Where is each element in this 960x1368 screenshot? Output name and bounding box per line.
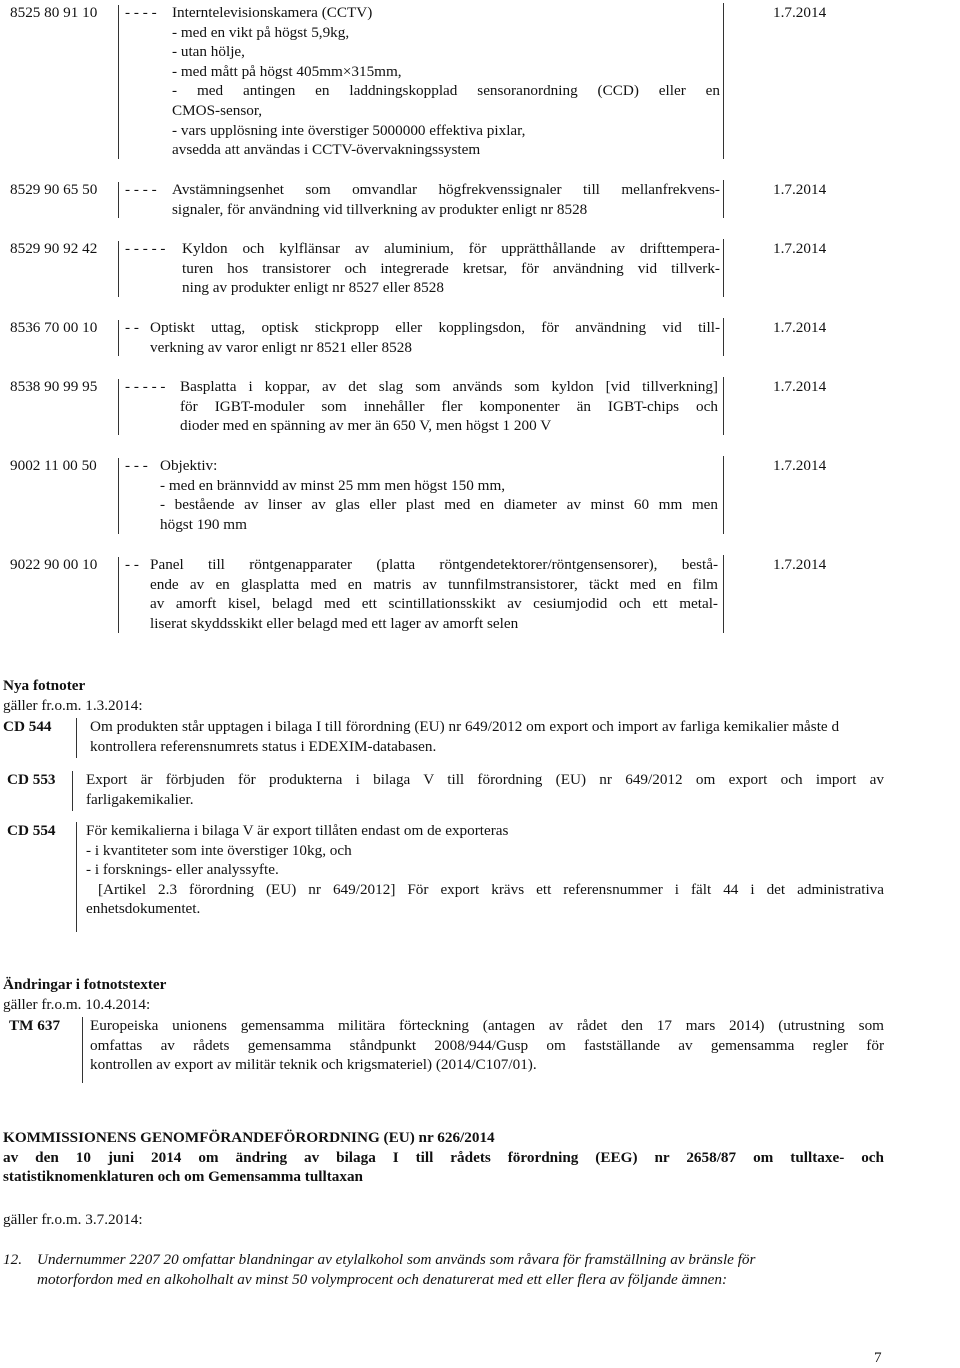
divider [118,182,119,218]
divider [723,180,724,218]
goods-description: Basplatta i koppar, av det slag som används som kyldon [vid tillverkning] för IGBT-moduler som innehåller fler komponenter än IGBT-chips och dioder med en spänning av mer än 650 V, men högst 1 200 V [180,378,718,435]
footnote-text: För kemikalierna i bilaga V är export tillåten endast om de exporteras - i kvantiteter som inte överstiger 10kg, och - i forsknings- eller analyssyfte. [Artikel 2.3 förordning (EU) nr 649/2012] För export krävs ett referensnummer i fält 44 i det administrativa enhetsdokumentet. [86,822,884,918]
footnote-text: Europeiska unionens gemensamma militära förteckning (antagen av rådet den 17 mars 2014) (utrustning som omfattas av rådets gemensamma ståndpunkt 2008/944/Gusp om fastställande av gemensamma regler för kontrollen av export av militär teknik och krigsmateriel) (2014/C107/01). [90,1017,884,1074]
valid-date: 1.7.2014 [773,319,827,336]
tariff-code: 8529 90 92 42 [10,240,98,257]
divider [76,718,77,758]
tariff-code: 9002 11 00 50 [10,457,97,474]
tariff-code: 9022 90 00 10 [10,556,98,573]
divider [118,379,119,435]
note-text: Undernummer 2207 20 omfattar blandningar av etylalkohol som används som råvara för framställning av bränsle för motorfordon med en alkoholhalt av minst 50 volymprocent och denaturerat med ett eller flera av följande ämnen: [37,1251,756,1288]
divider [118,241,119,297]
new-footnotes-heading: Nya fotnoter [3,677,86,694]
divider [118,458,119,534]
valid-date: 1.7.2014 [773,457,827,474]
note-number: 12. [3,1251,22,1268]
goods-description: Kyldon och kylflänsar av aluminium, för upprätthållande av drifttempera- turen hos transistorer och integrerade kretsar, för användning vid tillverk- ning av produkter enligt nr 8527 eller 8528 [182,240,720,297]
goods-description: Objektiv: - med en brännvidd av minst 25 mm men högst 150 mm, - bestående av linser av glas eller plast med en diameter av minst 60 mm men högst 190 mm [160,457,718,533]
indent-dashes: - - - - - [125,240,166,257]
footnote-code: CD 544 [3,718,52,735]
divider [118,557,119,633]
indent-dashes: - - - - - [125,378,166,395]
indent-dashes: - - - - [125,4,157,21]
divider [723,555,724,633]
divider [723,239,724,297]
footnote-text: Export är förbjuden för produkterna i bilaga V till förordning (EU) nr 649/2012 om export och import av farligakemikalier. [86,771,884,808]
valid-date: 1.7.2014 [773,4,827,21]
footnote-code: CD 554 [7,822,56,839]
divider [118,320,119,356]
regulation-valid-from: gäller fr.o.m. 3.7.2014: [3,1211,143,1228]
goods-description: Avstämningsenhet som omvandlar högfrekvenssignaler till mellanfrekvens- signaler, för användning vid tillverkning av produkter enligt nr 8528 [172,181,720,218]
tariff-code: 8538 90 99 95 [10,378,98,395]
indent-dashes: - - - [125,457,148,474]
indent-dashes: - - [125,319,139,336]
divider [723,456,724,534]
valid-date: 1.7.2014 [773,556,827,573]
tariff-code: 8536 70 00 10 [10,319,98,336]
tariff-code: 8525 80 91 10 [10,4,98,21]
divider [723,318,724,356]
footnote-text: Om produkten står upptagen i bilaga I till förordning (EU) nr 649/2012 om export och import av farliga kemikalier måste d kontrollera referensnumrets status i EDEXIM-databasen. [90,718,840,755]
changed-footnotes-valid-from: gäller fr.o.m. 10.4.2014: [3,996,151,1013]
page-number: 7 [874,1349,882,1366]
footnote-code: TM 637 [9,1017,61,1034]
divider [76,822,77,932]
divider [723,3,724,159]
new-footnotes-valid-from: gäller fr.o.m. 1.3.2014: [3,697,143,714]
changed-footnotes-heading: Ändringar i fotnotstexter [3,976,167,993]
valid-date: 1.7.2014 [773,378,827,395]
valid-date: 1.7.2014 [773,240,827,257]
divider [723,377,724,435]
divider [118,5,119,159]
goods-description: Optiskt uttag, optisk stickpropp eller kopplingsdon, för användning vid till- verkning av varor enligt nr 8521 eller 8528 [150,319,720,356]
divider [72,771,73,811]
goods-description: Interntelevisionskamera (CCTV) - med en vikt på högst 5,9kg, - utan hölje, - med mått på högst 405mm×315mm, - med antingen en laddningskopplad sensoranordning (CCD) eller en CMOS-sensor, - vars upplösning inte överstiger 5000000 effektiva pixlar, avsedda att användas i CCTV-övervakningssystem [172,4,720,159]
indent-dashes: - - [125,556,139,573]
tariff-code: 8529 90 65 50 [10,181,98,198]
regulation-title: KOMMISSIONENS GENOMFÖRANDEFÖRORDNING (EU) nr 626/2014 av den 10 juni 2014 om ändring av bilaga I till rådets förordning (EEG) nr 2658/87 om tulltaxe- och statistiknomenklaturen och om Gemensamma tulltaxan [3,1129,884,1186]
indent-dashes: - - - - [125,181,157,198]
divider [82,1017,83,1083]
footnote-code: CD 553 [7,771,56,788]
goods-description: Panel till röntgenapparater (platta röntgendetektorer/röntgensensorer), bestå- ende av en glasplatta med en matris av tunnfilmstransistorer, täckt med en film av amorft kisel, belagd med ett scintillationsskikt av cesiumjodid och ett metal- liserat skyddsskikt eller belagd med ett lager av amorft selen [150,556,718,632]
valid-date: 1.7.2014 [773,181,827,198]
